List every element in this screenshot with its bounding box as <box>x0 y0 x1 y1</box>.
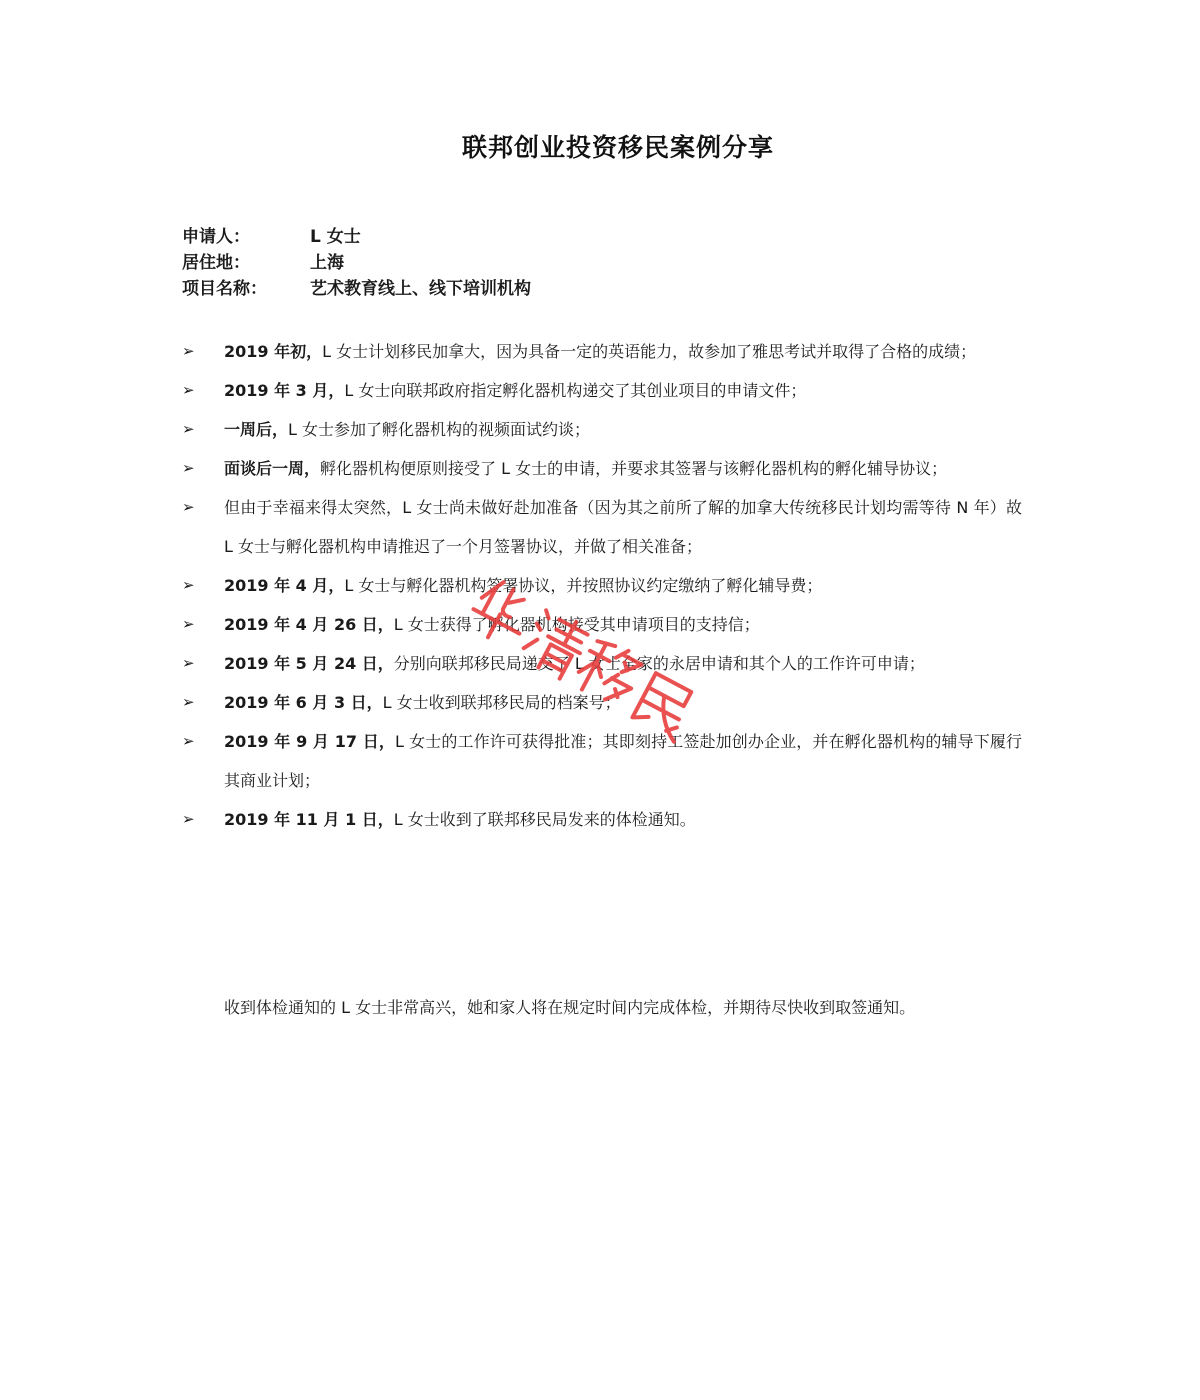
timeline-date: 2019 年初， <box>224 342 323 361</box>
timeline-description: L 女士参加了孵化器机构的视频面试约谈； <box>288 420 591 439</box>
timeline-item-text <box>224 449 1022 488</box>
info-value: 艺术教育线上、线下培训机构 <box>310 279 531 299</box>
info-row-project <box>182 276 531 302</box>
timeline-item-text <box>224 410 1022 449</box>
arrow-bullet-icon: ➢ <box>182 459 195 477</box>
timeline-item <box>182 605 1022 644</box>
timeline-item-text <box>224 800 1022 839</box>
timeline-item-text <box>224 644 1022 683</box>
timeline-item <box>182 332 1022 371</box>
info-value: 上海 <box>310 253 344 273</box>
timeline-item <box>182 410 1022 449</box>
arrow-bullet-icon: ➢ <box>182 420 195 438</box>
timeline-description: L 女士收到联邦移民局的档案号； <box>382 693 621 712</box>
timeline-item-text <box>224 332 1022 371</box>
timeline-description: L 女士的工作许可获得批准；其即刻持工签赴加创办企业，并在孵化器机构的辅导下履行其商业计划； <box>224 732 1022 790</box>
timeline-item <box>182 566 1022 605</box>
arrow-bullet-icon: ➢ <box>182 381 195 399</box>
timeline-item <box>182 722 1022 800</box>
arrow-bullet-icon: ➢ <box>182 576 195 594</box>
timeline-description: 但由于幸福来得太突然，L 女士尚未做好赴加准备（因为其之前所了解的加拿大传统移民计划均需等待 N 年）故 L 女士与孵化器机构申请推迟了一个月签署协议，并做了相关准备； <box>224 498 1022 556</box>
timeline-item <box>182 488 1022 566</box>
info-label: 居住地： <box>182 253 250 273</box>
timeline-date: 2019 年 6 月 3 日， <box>224 693 383 712</box>
timeline-item <box>182 371 1022 410</box>
info-row-applicant <box>182 224 531 250</box>
timeline-item-text <box>224 371 1022 410</box>
timeline-item <box>182 683 1022 722</box>
timeline-date: 2019 年 5 月 24 日， <box>224 654 394 673</box>
timeline-description: L 女士与孵化器机构签署协议，并按照协议约定缴纳了孵化辅导费； <box>344 576 823 595</box>
timeline-description: L 女士获得了孵化器机构接受其申请项目的支持信； <box>393 615 760 634</box>
timeline-description: 孵化器机构便原则接受了 L 女士的申请，并要求其签署与该孵化器机构的孵化辅导协议； <box>320 459 948 478</box>
timeline-date: 2019 年 11 月 1 日， <box>224 810 394 829</box>
info-label: 项目名称： <box>182 279 267 299</box>
arrow-bullet-icon: ➢ <box>182 810 195 828</box>
timeline-item-text <box>224 605 1022 644</box>
arrow-bullet-icon: ➢ <box>182 498 195 516</box>
timeline-date: 面谈后一周， <box>224 459 321 478</box>
timeline-date: 一周后， <box>224 420 289 439</box>
info-value: L 女士 <box>310 227 361 247</box>
timeline-item-text <box>224 722 1022 800</box>
arrow-bullet-icon: ➢ <box>182 693 195 711</box>
arrow-bullet-icon: ➢ <box>182 615 195 633</box>
timeline-description: L 女士收到了联邦移民局发来的体检通知。 <box>393 810 696 829</box>
timeline-list <box>182 332 1022 839</box>
timeline-description: 分别向联邦移民局递交了 L 女士全家的永居申请和其个人的工作许可申请； <box>393 654 925 673</box>
timeline-date: 2019 年 4 月 26 日， <box>224 615 394 634</box>
arrow-bullet-icon: ➢ <box>182 732 195 750</box>
timeline-item <box>182 800 1022 839</box>
timeline-item-text <box>224 683 1022 722</box>
timeline-item <box>182 644 1022 683</box>
timeline-description: L 女士向联邦政府指定孵化器机构递交了其创业项目的申请文件； <box>344 381 807 400</box>
info-row-residence <box>182 250 531 276</box>
timeline-item-text <box>224 566 1022 605</box>
timeline-item-text <box>224 488 1022 566</box>
timeline-date: 2019 年 9 月 17 日， <box>224 732 395 751</box>
timeline-date: 2019 年 4 月， <box>224 576 345 595</box>
closing-paragraph: 收到体检通知的 L 女士非常高兴，她和家人将在规定时间内完成体检，并期待尽快收到取签通知。 <box>224 998 916 1017</box>
applicant-info <box>182 224 531 302</box>
timeline-date: 2019 年 3 月， <box>224 381 345 400</box>
document-title: 联邦创业投资移民案例分享 <box>461 133 774 162</box>
arrow-bullet-icon: ➢ <box>182 342 195 360</box>
timeline-description: L 女士计划移民加拿大，因为具备一定的英语能力，故参加了雅思考试并取得了合格的成绩； <box>322 342 977 361</box>
timeline-item <box>182 449 1022 488</box>
arrow-bullet-icon: ➢ <box>182 654 195 672</box>
info-label: 申请人： <box>182 227 250 247</box>
